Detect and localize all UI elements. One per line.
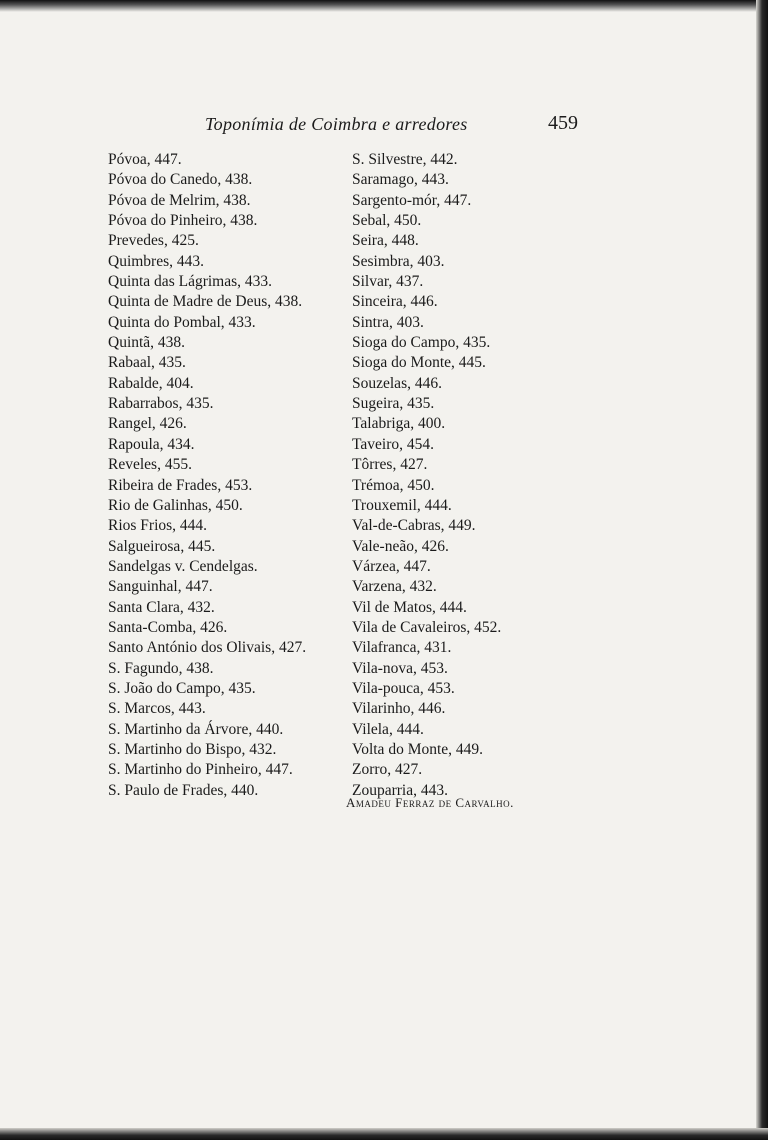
index-entry: Vila-nova, 453. — [352, 659, 448, 677]
index-entry: Rios Frios, 444. — [108, 517, 208, 535]
index-entry: Póvoa de Melrim, 438. — [108, 191, 251, 209]
index-entry: S. Martinho do Pinheiro, 447. — [108, 761, 293, 779]
index-entry: Souzelas, 446. — [352, 374, 442, 392]
index-entry: Reveles, 455. — [108, 456, 192, 474]
index-entry: Seira, 448. — [352, 232, 419, 250]
index-entry: Val-de-Cabras, 449. — [352, 517, 476, 535]
index-entry: Quinta de Madre de Deus, 438. — [108, 293, 303, 311]
index-entry: Rabarrabos, 435. — [108, 395, 214, 413]
scan-bottom-edge — [0, 1128, 768, 1140]
index-entry: Sinceira, 446. — [352, 293, 438, 311]
index-entry: Póvoa, 447. — [108, 151, 182, 168]
index-entry: Ribeira de Frades, 453. — [108, 476, 253, 494]
index-entry: Zouparria, 443. — [352, 781, 448, 799]
index-column-left — [108, 150, 348, 801]
index-entry: Rabaal, 435. — [108, 354, 186, 372]
index-entry: S. Marcos, 443. — [108, 700, 206, 718]
scan-top-edge — [0, 0, 756, 12]
index-entry: Várzea, 447. — [352, 557, 431, 575]
index-entry: Silvar, 437. — [352, 273, 424, 291]
index-entry: Sesimbra, 403. — [352, 252, 445, 270]
index-entry: Talabriga, 400. — [352, 415, 446, 433]
index-entry: Rangel, 426. — [108, 415, 187, 433]
index-entry: Vila-pouca, 453. — [352, 679, 455, 697]
index-entry: Vale-neão, 426. — [352, 537, 449, 555]
index-entry: Santa-Comba, 426. — [108, 618, 228, 636]
index-entry: Vilela, 444. — [352, 720, 424, 738]
index-entry: Vilarinho, 446. — [352, 700, 446, 718]
author-signature: Amadeu Ferraz de Carvalho. — [346, 795, 514, 810]
index-entry: Quinta do Pombal, 433. — [108, 313, 256, 331]
running-header-title: Toponímia de Coimbra e arredores — [205, 114, 468, 134]
index-entry: Trouxemil, 444. — [352, 496, 452, 514]
index-entry: Zorro, 427. — [352, 761, 423, 779]
index-entry: Sintra, 403. — [352, 313, 424, 331]
index-entry: Salgueirosa, 445. — [108, 537, 216, 555]
index-entry: Varzena, 432. — [352, 578, 437, 596]
index-entry: Saramago, 443. — [352, 171, 449, 189]
index-column-right — [352, 150, 592, 801]
index-entry: Vila de Cavaleiros, 452. — [352, 618, 502, 636]
index-entry: Póvoa do Pinheiro, 438. — [108, 212, 258, 230]
index-entry: S. Fagundo, 438. — [108, 659, 214, 677]
index-entry: Quintã, 438. — [108, 334, 186, 352]
index-entry: Sanguinhal, 447. — [108, 578, 213, 596]
index-entry: Vilafranca, 431. — [352, 639, 452, 657]
index-entry: Santa Clara, 432. — [108, 598, 215, 616]
index-entry: Taveiro, 454. — [352, 435, 434, 453]
index-entry: Sargento-mór, 447. — [352, 191, 472, 209]
index-entry: Sioga do Monte, 445. — [352, 354, 486, 372]
index-entry: Tôrres, 427. — [352, 456, 428, 474]
page-number: 459 — [548, 112, 578, 134]
index-entry: S. João do Campo, 435. — [108, 679, 256, 697]
scan-right-edge — [756, 0, 768, 1140]
index-entry: Prevedes, 425. — [108, 232, 199, 250]
index-entry: Sandelgas v. Cendelgas. — [108, 557, 258, 575]
index-entry: Rabalde, 404. — [108, 374, 194, 392]
index-entry: Trémoa, 450. — [352, 476, 435, 494]
index-entry: S. Martinho do Bispo, 432. — [108, 740, 277, 758]
index-entry: Rio de Galinhas, 450. — [108, 496, 243, 514]
index-entry: Quimbres, 443. — [108, 252, 205, 270]
index-entry: Vil de Matos, 444. — [352, 598, 467, 616]
index-entry: Volta do Monte, 449. — [352, 740, 484, 758]
index-entry: Sioga do Campo, 435. — [352, 334, 491, 352]
index-entry: S. Martinho da Árvore, 440. — [108, 720, 284, 738]
index-entry: Sugeira, 435. — [352, 395, 435, 413]
index-entry: Rapoula, 434. — [108, 435, 195, 453]
index-entry: S. Silvestre, 442. — [352, 151, 458, 168]
index-entry: Sebal, 450. — [352, 212, 422, 230]
index-entry: Quinta das Lágrimas, 433. — [108, 273, 273, 291]
index-entry: S. Paulo de Frades, 440. — [108, 781, 259, 799]
index-entry: Póvoa do Canedo, 438. — [108, 171, 253, 189]
index-entry: Santo António dos Olivais, 427. — [108, 639, 307, 657]
